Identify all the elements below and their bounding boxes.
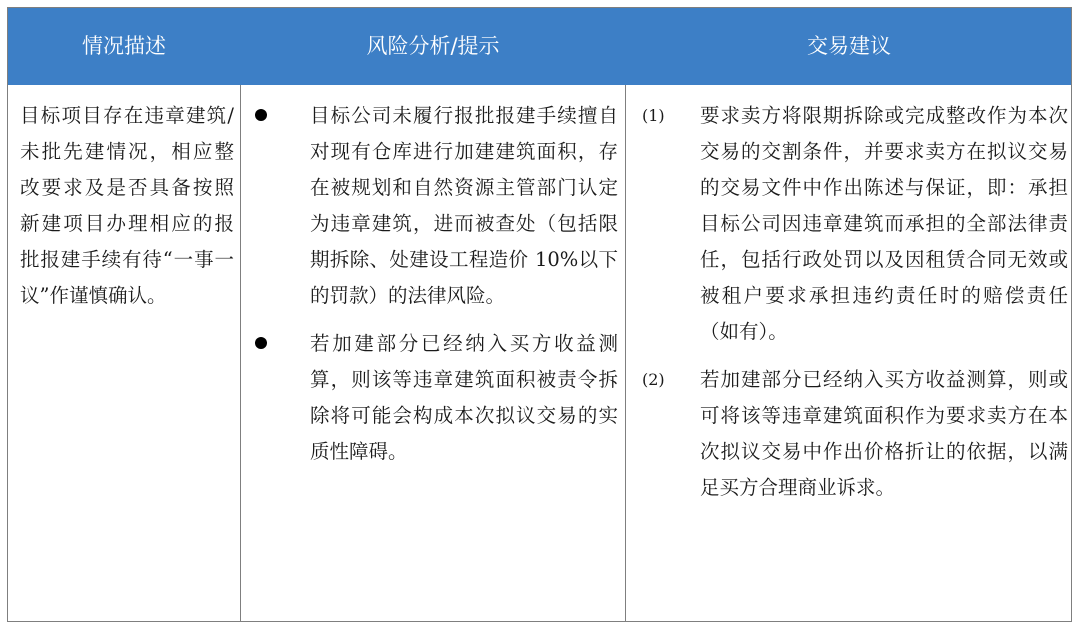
advice-text: 要求卖方将限期拆除或完成整改作为本次交易的交割条件，并要求卖方在拟议交易的交易文件中作出陈述与保证，即：承担目标公司因违章建筑而承担的全部法律责任，包括行政处罚以及因租赁合同无效或被租户要求承担违约责任时的赔偿责任（如有）。 — [700, 104, 1068, 343]
header-risk-analysis: 风险分析/提示 — [366, 34, 500, 58]
column-divider — [625, 85, 626, 621]
advice-table — [7, 7, 1072, 622]
risk-text: 若加建部分已经纳入买方收益测算，则该等违章建筑面积被责令拆除将可能会构成本次拟议交易的实质性障碍。 — [310, 332, 618, 463]
advice-text: 若加建部分已经纳入买方收益测算，则或可将该等违章建筑面积作为要求卖方在本次拟议交易中作出价格折让的依据，以满足买方合理商业诉求。 — [700, 368, 1068, 499]
situation-description: 目标项目存在违章建筑/未批先建情况，相应整改要求及是否具备按照新建项目办理相应的报批报建手续有待“一事一议”作谨慎确认。 — [20, 104, 234, 307]
advice-list — [636, 98, 1068, 518]
column-divider — [240, 85, 241, 621]
list-item — [248, 326, 618, 470]
table-header-row — [8, 8, 1071, 85]
list-item — [636, 98, 1068, 350]
header-situation: 情况描述 — [82, 34, 166, 58]
bullet-icon — [255, 337, 267, 349]
header-transaction-advice: 交易建议 — [807, 34, 891, 58]
item-number: (1) — [642, 106, 665, 125]
list-item — [248, 98, 618, 314]
risk-text: 目标公司未履行报批报建手续擅自对现有仓库进行加建建筑面积，存在被规划和自然资源主管部门认定为违章建筑，进而被查处（包括限期拆除、处建设工程造价 10%以下的罚款）的法律风险。 — [310, 104, 618, 307]
bullet-icon — [255, 109, 267, 121]
risk-list — [248, 98, 618, 482]
list-item — [636, 362, 1068, 506]
item-number: (2) — [642, 370, 665, 389]
